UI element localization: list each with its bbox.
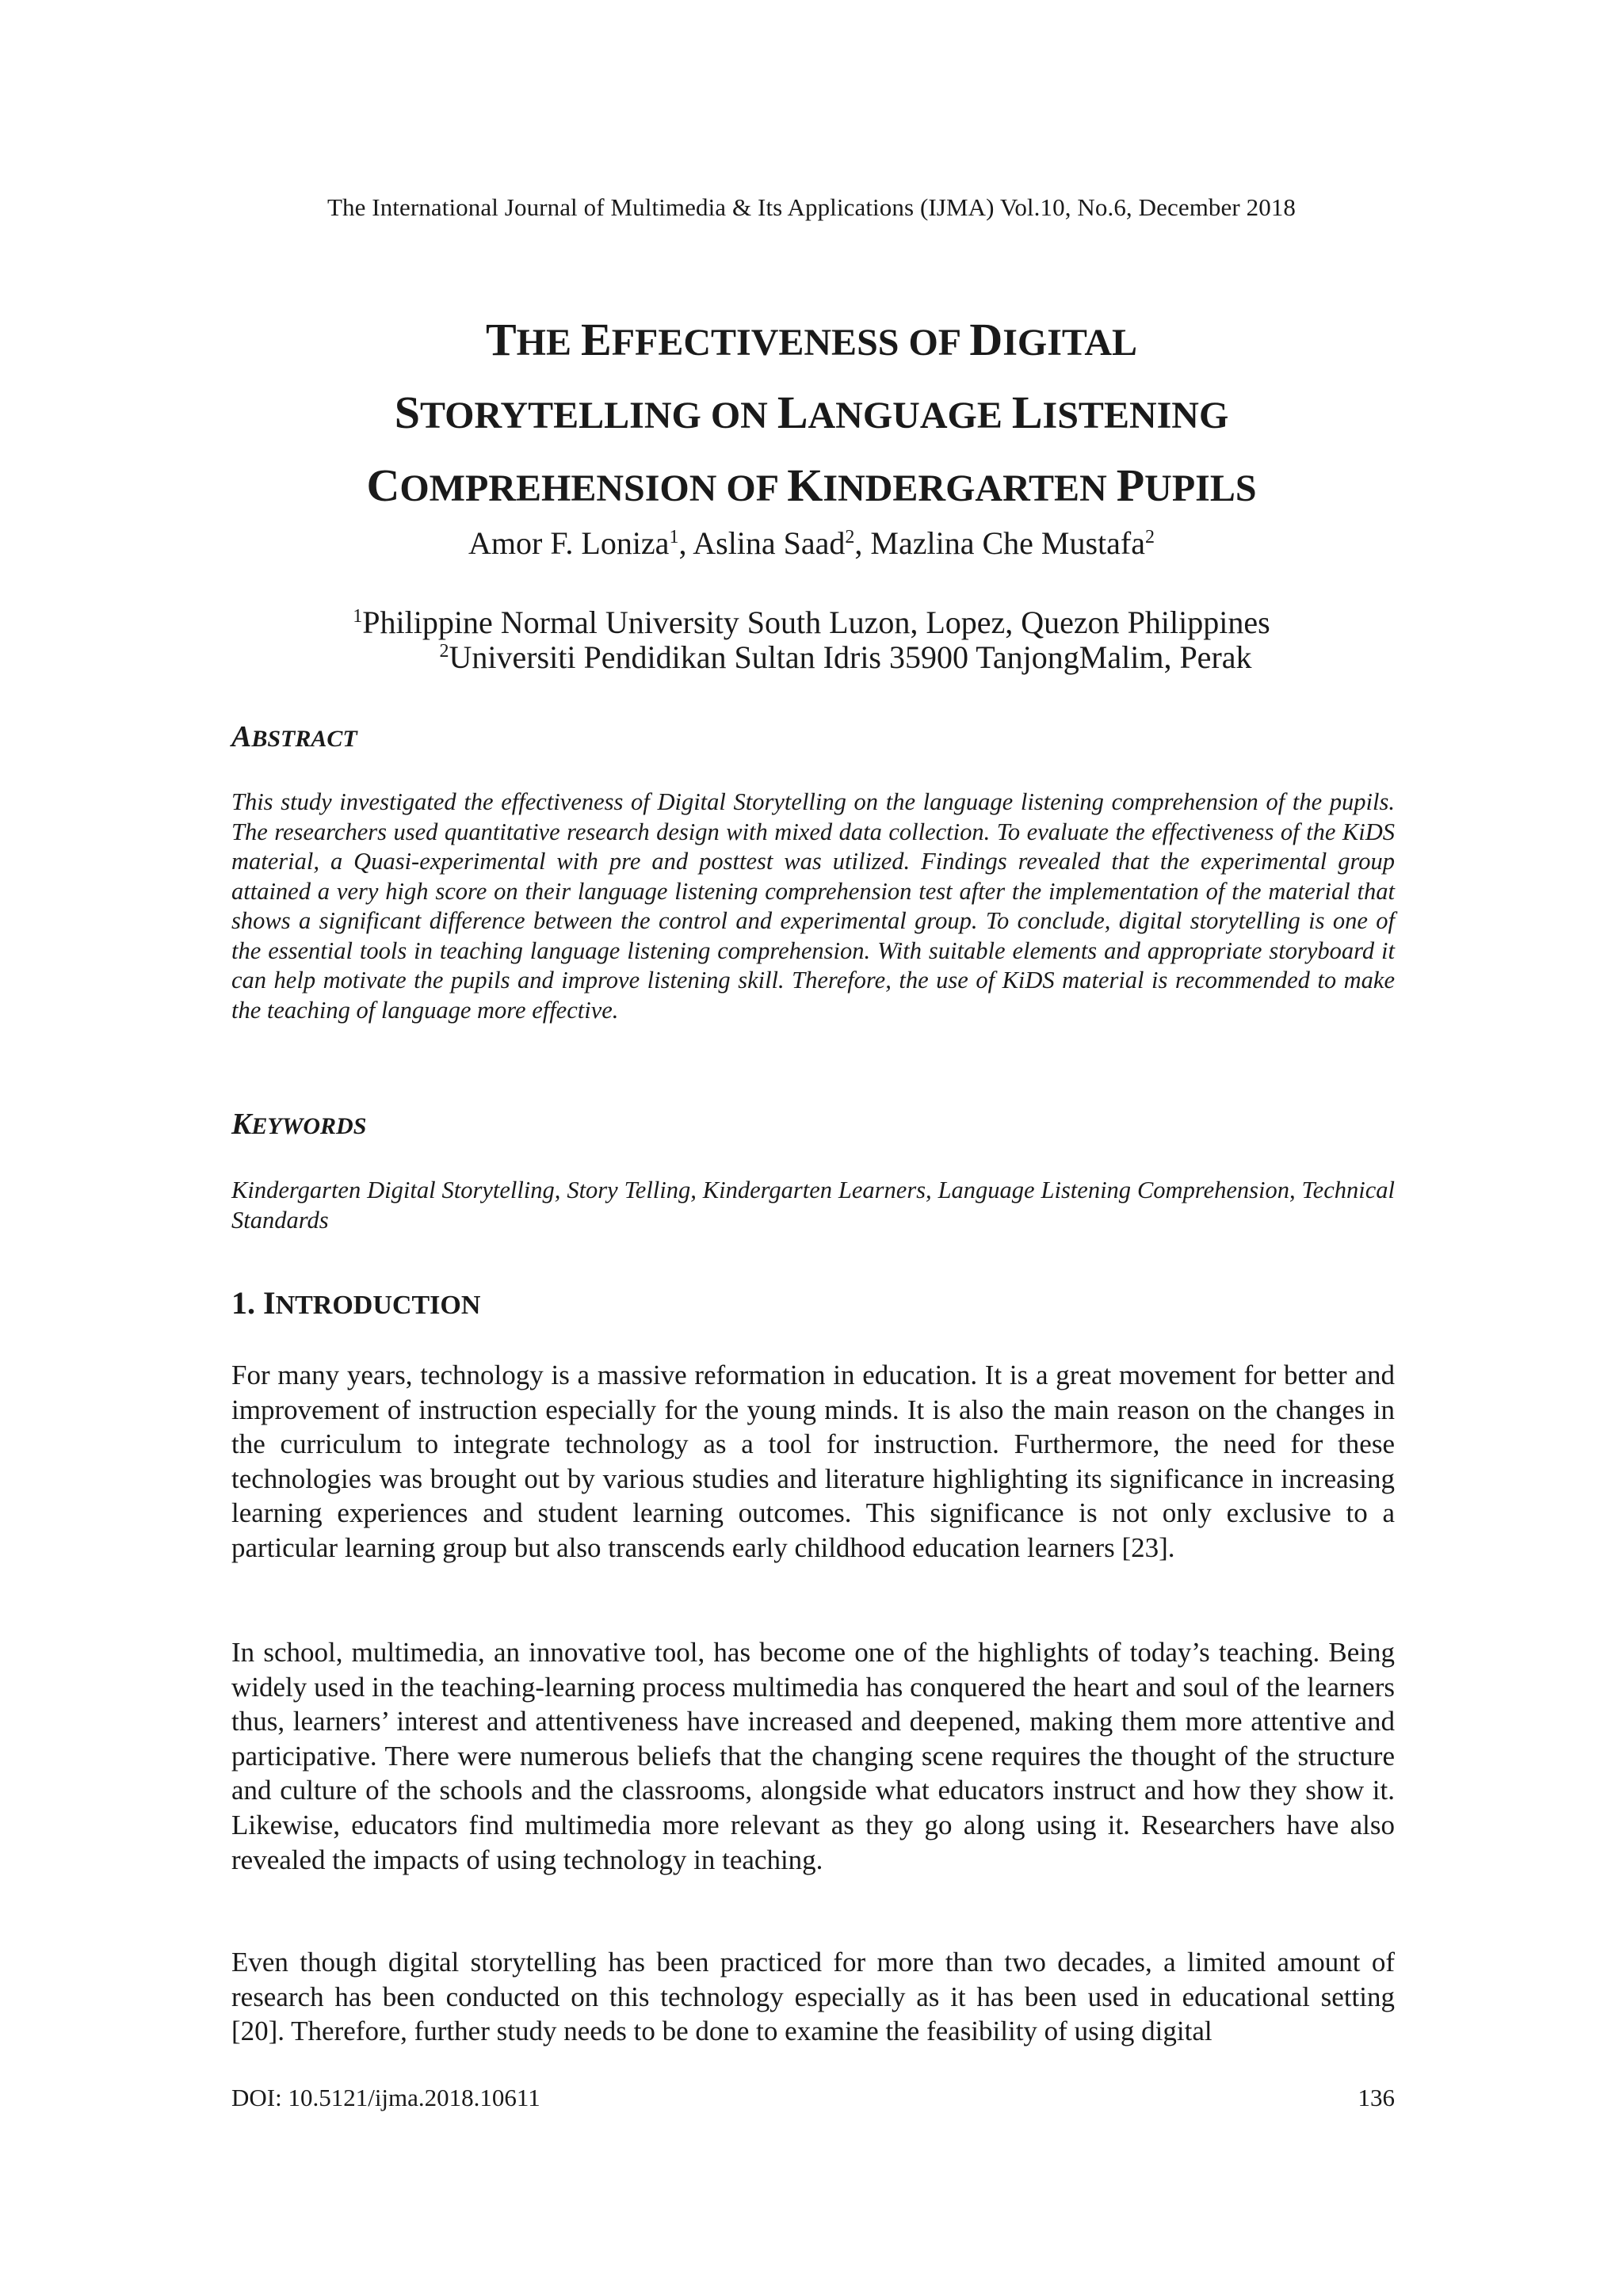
affiliation-text: Universiti Pendidikan Sultan Idris 35900 TanjongMalim, Perak: [449, 639, 1252, 675]
heading-rest: BSTRACT: [251, 726, 357, 752]
title-line-2: [0, 378, 1623, 451]
heading-cap: 1. I: [231, 1285, 276, 1321]
title-cap: L: [1011, 387, 1043, 438]
title-word: IGITAL: [1002, 322, 1138, 364]
title-cap: K: [787, 460, 823, 511]
running-header: The International Journal of Multimedia & Its Applications (IJMA) Vol.10, No.6, December 2018: [327, 193, 1296, 221]
heading-cap: K: [231, 1108, 252, 1141]
title-cap: P: [1116, 460, 1145, 511]
body-paragraph: For many years, technology is a massive reformation in education. It is a great movement for better and improvement of instruction especially for the young minds. It is also the main reason on the changes in the curriculum to integrate technology as a tool for instruction. Furthermore, the need for these technologies was brought out by various studies and literature highlighting its significance in increasing learning experiences and student learning outcomes. This significance is not only exclusive to a particular learning group but also transcends early childhood education learners [23].: [231, 1360, 1395, 1563]
abstract-text: This study investigated the effectiveness of Digital Storytelling on the language listening comprehension of the pupils. The researchers used quantitative research design with mixed data collection. To evaluate the effectiveness of the KiDS material, a Quasi-experimental with pre and posttest was utilized. Findings revealed that the experimental group attained a very high score on their language listening comprehension test after the implementation of the material that shows a significant difference between the control and experimental group. To conclude, digital storytelling is one of the essential tools in teaching language listening comprehension. With suitable elements and appropriate storyboard it can help motivate the pupils and improve listening skill. Therefore, the use of KiDS material is recommended to make the teaching of language more effective.: [231, 788, 1395, 1024]
keywords-heading: [231, 1107, 366, 1142]
author-name: Mazlina Che Mustafa: [870, 525, 1145, 561]
affiliation-mark: 2: [439, 641, 449, 662]
introduction-heading: [231, 1284, 480, 1322]
title-cap: S: [394, 387, 420, 438]
title-cap: T: [485, 314, 517, 365]
title-cap: E: [581, 314, 612, 365]
title-word: INDERGARTEN: [823, 467, 1117, 509]
author-affiliation-mark: 2: [1144, 527, 1155, 547]
title-line-3: [0, 451, 1623, 524]
doi-text: DOI: 10.5121/ijma.2018.10611: [231, 2084, 540, 2111]
heading-cap: A: [231, 720, 252, 753]
author-name: Aslina Saad: [693, 525, 846, 561]
heading-rest: EYWORDS: [251, 1113, 367, 1139]
title-word: OMPREHENSION OF: [399, 467, 788, 509]
affiliation-text: Philippine Normal University South Luzon, Lopez, Quezon Philippines: [362, 605, 1270, 640]
body-paragraph: Even though digital storytelling has been practiced for more than two decades, a limited amount of research has been conducted on this technology especially as it has been used in educational setting [20]. Therefore, further study needs to be done to examine the feasibility of using digital: [231, 1947, 1395, 2047]
affiliation-mark: 1: [353, 606, 363, 627]
title-cap: L: [777, 387, 808, 438]
affiliation: [0, 604, 1623, 641]
title-word: FFECTIVENESS OF: [611, 322, 970, 364]
title-word: UPILS: [1144, 467, 1257, 509]
body-paragraph: In school, multimedia, an innovative tool, has become one of the highlights of today’s teaching. Being widely used in the teaching-learning process multimedia has conquered the heart and soul of the learners thus, learners’ interest and attentiveness have increased and deepened, making them more attentive and participative. There were numerous beliefs that the changing scene requires the thought of the structure and culture of the schools and the classrooms, alongside what educators instruct and how they show it. Likewise, educators find multimedia more relevant as they go along using it. Researchers have also revealed the impacts of using technology in teaching.: [231, 1637, 1395, 1875]
author-affiliation-mark: 1: [669, 527, 679, 547]
title-cap: D: [969, 314, 1003, 365]
title-word: HE: [516, 322, 581, 364]
page-number: 136: [1358, 2084, 1395, 2111]
title-word: TORYTELLING ON: [419, 395, 777, 437]
page-footer: [231, 2084, 1395, 2112]
abstract-heading: [231, 719, 357, 754]
title-word: ANGUAGE: [808, 395, 1012, 437]
keywords-text: Kindergarten Digital Storytelling, Story Telling, Kindergarten Learners, Language Listening Comprehension, Technical Standards: [231, 1177, 1395, 1234]
author-list: Amor F. Loniza$^1$, Aslina Saad$^2$, Mazlina Che Mustafa$^2$: [468, 525, 1155, 561]
affiliation: [0, 639, 1623, 676]
author-affiliation-mark: 2: [845, 527, 855, 547]
author-name: Amor F. Loniza: [468, 525, 670, 561]
paper-title: [0, 305, 1623, 524]
heading-rest: NTRODUCTION: [275, 1291, 481, 1320]
title-line-1: [0, 305, 1623, 378]
title-word: ISTENING: [1042, 395, 1229, 437]
title-cap: C: [366, 460, 400, 511]
